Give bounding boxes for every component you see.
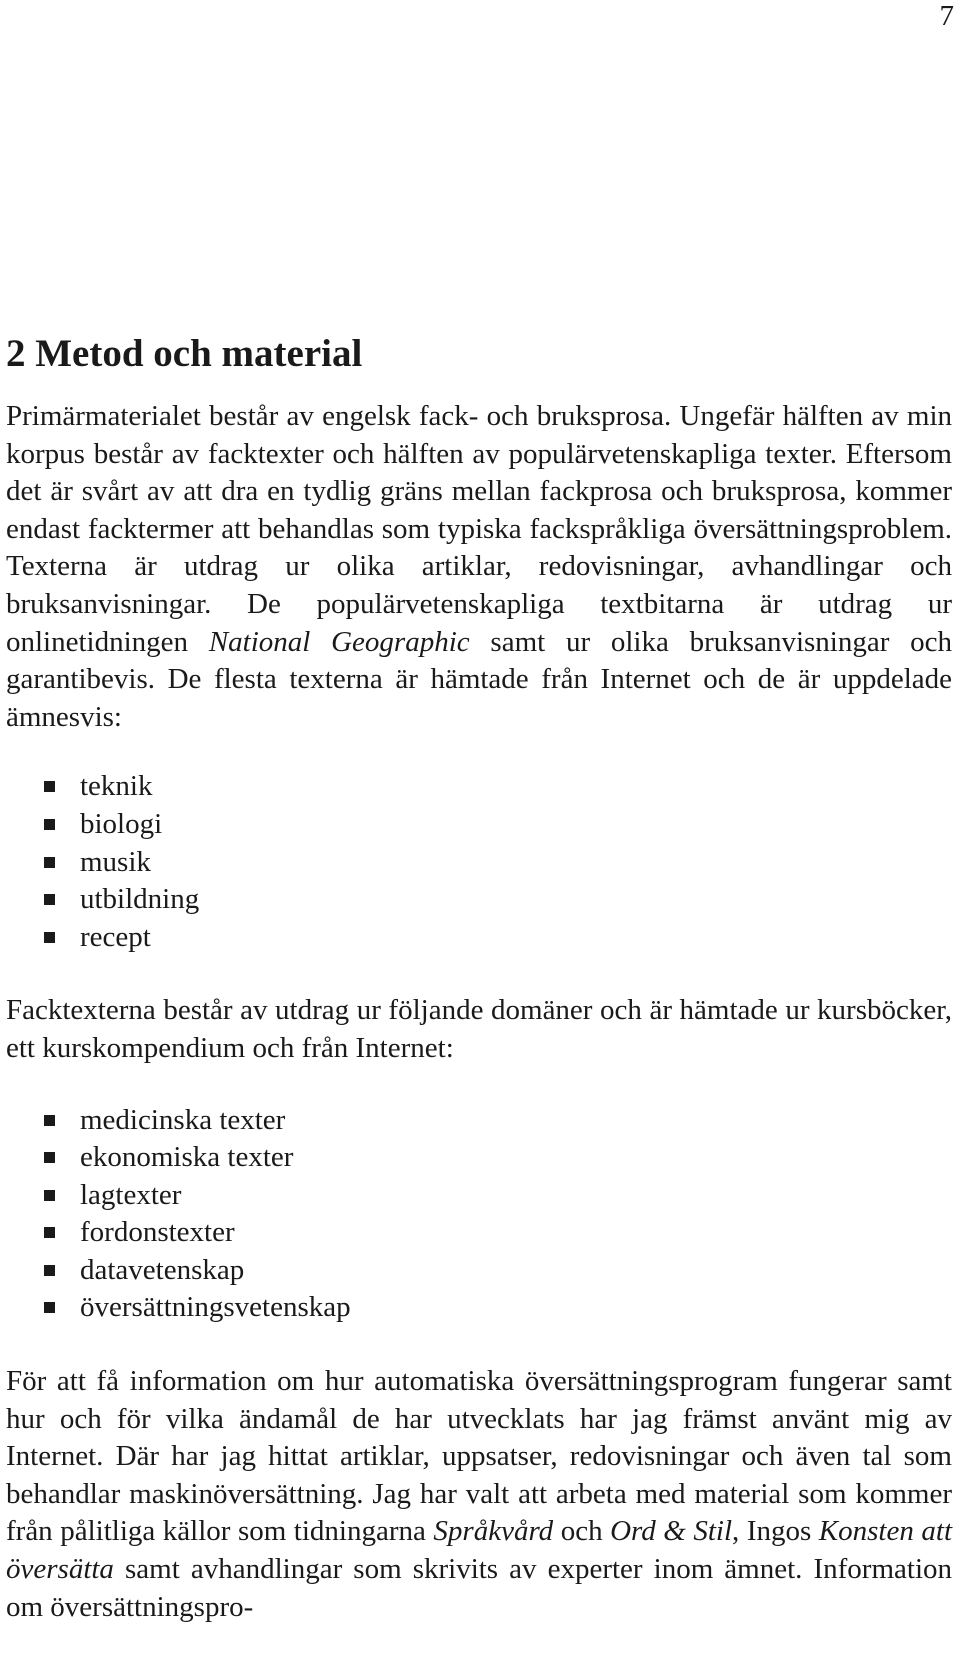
list-item	[44, 881, 952, 919]
square-bullet-icon	[44, 1265, 55, 1276]
domain-list	[6, 1102, 952, 1328]
paragraph-sources	[6, 1363, 952, 1626]
square-bullet-icon	[44, 857, 55, 868]
square-bullet-icon	[44, 932, 55, 943]
list-item	[44, 844, 952, 882]
list-item	[44, 1102, 952, 1140]
paragraph-primary-material	[6, 398, 952, 736]
square-bullet-icon	[44, 819, 55, 830]
section-heading: 2 Metod och material	[6, 332, 363, 375]
list-item-label: ekonomiska texter	[80, 1141, 294, 1174]
publication-title: National Geographic	[208, 625, 470, 658]
list-item-label: musik	[80, 845, 151, 878]
text-run: , Ingos	[732, 1515, 819, 1548]
publication-title: Språkvård	[433, 1515, 554, 1548]
text-run: Primärmaterialet består av engelsk fack- och bruksprosa. Ungefär hälften av min korpus består av facktexter och hälften av populärvetenskapliga texter. Eftersom det är svårt av att dra en tydlig gräns mellan fackprosa och bruksprosa, kommer endast facktermer att behandlas som typiska fackspråkliga översättningsproblem. Texterna är utdrag ur olika artiklar, redovisningar, avhandlingar och bruksanvisningar. De populärvetenskapliga textbitarna är utdrag ur onlinetidningen	[6, 400, 952, 658]
list-item-label: utbildning	[80, 883, 200, 916]
list-item-label: översättningsvetenskap	[80, 1291, 351, 1324]
list-item	[44, 919, 952, 957]
square-bullet-icon	[44, 894, 55, 905]
list-item	[44, 1252, 952, 1290]
book-title: Konsten att översätta	[6, 1515, 952, 1586]
document-body	[6, 330, 952, 1626]
square-bullet-icon	[44, 1190, 55, 1201]
square-bullet-icon	[44, 1115, 55, 1126]
text-run: samt ur olika bruksanvisningar och garantibevis. De flesta texterna är hämtade från Internet och de är uppdelade ämnesvis:	[6, 625, 953, 733]
list-item	[44, 1214, 952, 1252]
list-item-label: biologi	[80, 807, 163, 840]
list-item-label: fordonstexter	[80, 1216, 235, 1249]
list-item-label: recept	[80, 920, 151, 953]
list-item-label: teknik	[80, 770, 153, 803]
paragraph-technical-texts: Facktexterna består av utdrag ur följande domäner och är hämtade ur kursböcker, ett kurskompendium och från Internet:	[6, 994, 952, 1064]
square-bullet-icon	[44, 1227, 55, 1238]
text-run: För att få information om hur automatiska översättningsprogram fungerar samt hur och för vilka ändamål de har utvecklats har jag främst använt mig av Internet. Där har jag hittat artiklar, uppsatser, redovisningar och även tal som behandlar maskinöversättning. Jag har valt att arbeta med material som kommer från pålitliga källor som tidningarna	[6, 1365, 952, 1548]
text-run: och	[553, 1515, 611, 1548]
list-item	[44, 1177, 952, 1215]
square-bullet-icon	[44, 1152, 55, 1163]
text-run: samt avhandlingar som skrivits av experter inom ämnet. Information om översättningspro-	[6, 1553, 952, 1623]
list-item	[44, 806, 952, 844]
square-bullet-icon	[44, 781, 55, 792]
square-bullet-icon	[44, 1302, 55, 1313]
list-item	[44, 768, 952, 806]
list-item-label: datavetenskap	[80, 1253, 245, 1286]
topic-list	[6, 768, 952, 956]
page-number: 7	[939, 0, 954, 32]
publication-title: Ord & Stil	[610, 1515, 733, 1548]
list-item-label: medicinska texter	[80, 1103, 286, 1136]
list-item	[44, 1139, 952, 1177]
list-item-label: lagtexter	[80, 1178, 182, 1211]
list-item	[44, 1289, 952, 1327]
